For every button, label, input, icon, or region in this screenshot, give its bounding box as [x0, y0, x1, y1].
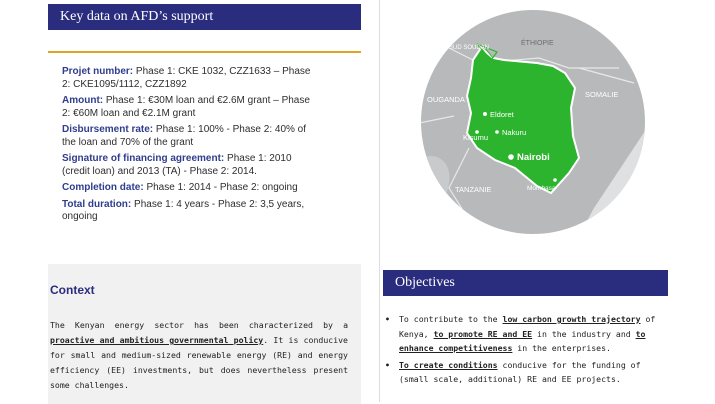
obj1-text: To contribute to the — [399, 314, 503, 324]
label-nairobi: Nairobi — [517, 152, 550, 163]
objectives-list — [383, 312, 673, 389]
key-item-label: Signature of financing agreement: — [62, 153, 225, 164]
obj1-emphasis: to enhance competitiveness — [399, 328, 646, 353]
mombasa-dot — [553, 178, 557, 182]
key-item-label: Disbursement rate: — [62, 124, 154, 135]
objective-item — [383, 358, 673, 387]
key-item-label: Total duration: — [62, 198, 132, 210]
obj2-text: conducive for the funding of (small scale, additional) RE and EE projects. — [399, 359, 641, 384]
key-item-label: Completion date: — [62, 182, 144, 193]
label-uganda: OUGANDA — [427, 95, 465, 104]
context-title: Context — [50, 283, 95, 297]
obj1-emphasis: to promote RE and EE — [433, 328, 533, 339]
key-item-value: Phase 1: 2010 (credit loan) and 2013 (TA) - Phase 2: 2014. — [62, 153, 292, 177]
key-item-total-duration — [62, 199, 312, 224]
obj1-text: in the enterprises. — [512, 343, 611, 353]
objectives-title: Objectives — [395, 275, 455, 290]
context-text-1: The Kenyan energy sector has been characterized by a — [50, 320, 348, 330]
key-item-disbursement-rate — [62, 124, 312, 149]
kenya-map — [419, 8, 647, 236]
label-nakuru: Nakuru — [502, 128, 527, 137]
context-emphasis: proactive and ambitious governmental policy — [50, 335, 264, 345]
key-item-project-number — [62, 66, 312, 91]
label-kisumu: Kisumu — [463, 133, 489, 142]
label-sudan: SUD SOUDAN — [449, 45, 490, 51]
context-text-2: . It is conducive for small and medium-sized renewable energy (RE) and energy efficiency (EE) investments, but does nevertheless present some challenges. — [50, 335, 348, 390]
nakuru-dot — [495, 130, 499, 134]
obj1-emphasis: low carbon growth trajectory — [502, 314, 641, 324]
key-item-value: Phase 1: €30M loan and €2.6M grant – Phase 2: €60M loan and €2.1M grant — [62, 95, 310, 119]
column-separator — [379, 0, 380, 402]
key-item-value: Phase 1: CKE 1032, CZZ1633 – Phase 2: CKE1095/1112, CZZ1892 — [62, 66, 311, 90]
key-data-header — [48, 4, 361, 30]
objective-item — [383, 312, 673, 356]
bullet-icon: • — [385, 359, 390, 370]
objectives-header — [383, 270, 668, 296]
nairobi-dot — [508, 154, 514, 160]
kenya-map-svg — [419, 8, 647, 236]
label-somalia: SOMALIE — [585, 90, 619, 99]
key-item-label: Projet number: — [62, 66, 134, 77]
obj2-emphasis: To create conditions — [399, 359, 498, 370]
label-tanzania: TANZANIE — [455, 185, 492, 194]
key-item-completion-date — [62, 182, 312, 195]
key-data-divider — [48, 51, 361, 53]
obj1-text: of Kenya, — [399, 314, 656, 339]
bullet-icon: • — [385, 314, 390, 324]
key-item-value: Phase 1: 100% - Phase 2: 40% of the loan and 70% of the grant — [62, 124, 307, 148]
eldoret-dot — [483, 112, 487, 116]
map-water-west — [419, 156, 449, 236]
key-data-title: Key data on AFD’s support — [60, 9, 214, 24]
label-eldoret: Eldoret — [490, 110, 514, 119]
key-item-value: Phase 1: 2014 - Phase 2: ongoing — [146, 182, 298, 193]
label-mombasa: Mombasa — [527, 185, 556, 192]
label-ethiopia: ÉTHIOPIE — [521, 40, 554, 47]
key-item-amount — [62, 95, 312, 120]
obj1-text: in the industry and — [532, 328, 636, 339]
key-data-list — [62, 66, 312, 228]
key-item-signature — [62, 153, 312, 178]
context-paragraph — [50, 318, 348, 393]
key-item-label: Amount: — [62, 95, 104, 106]
key-item-value: Phase 1: 4 years - Phase 2: 3,5 years, ongoing — [62, 198, 305, 222]
